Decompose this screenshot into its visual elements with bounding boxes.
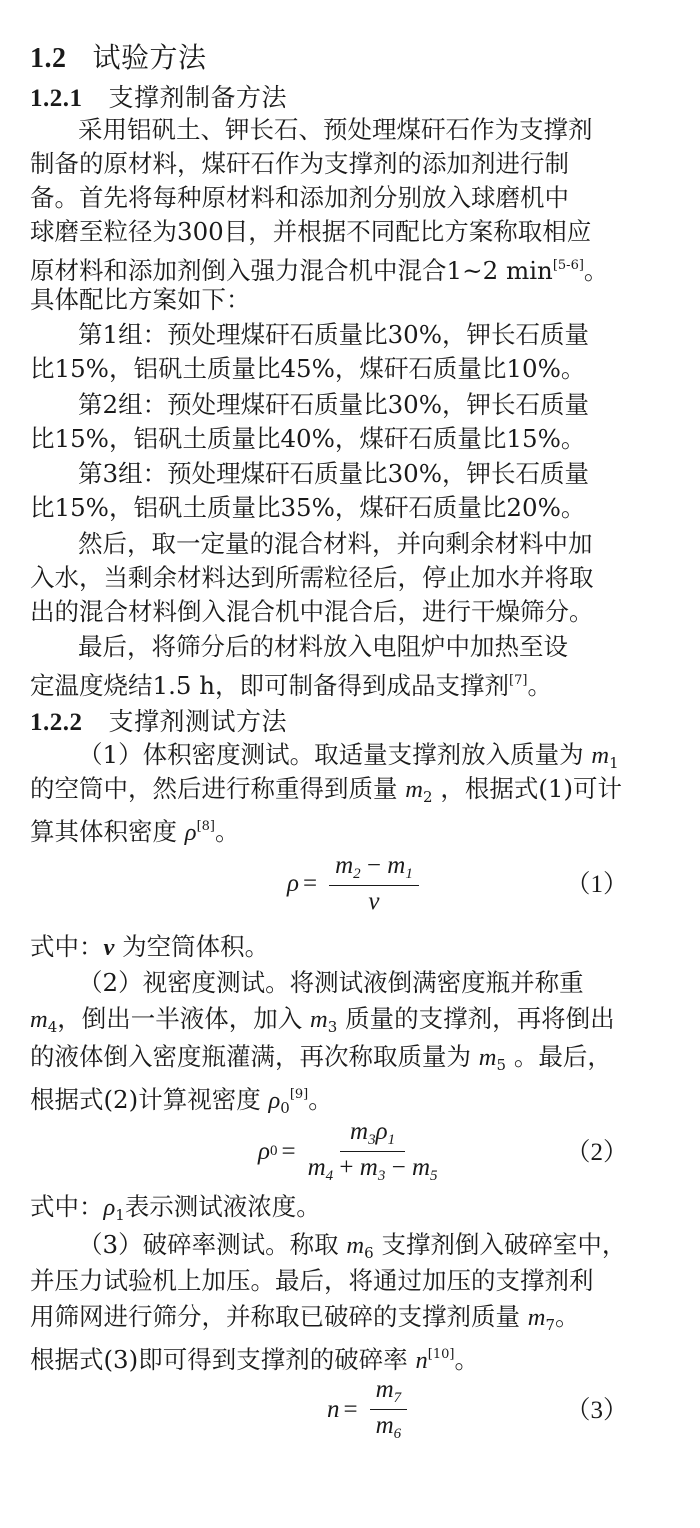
text-line: 入水，当剩余材料达到所需粒径后，停止加水并将取	[30, 563, 594, 592]
symbol-n: n	[327, 1395, 340, 1423]
symbol-m: m	[387, 852, 406, 879]
citation: [10]	[427, 1347, 455, 1362]
equation-body	[327, 1376, 407, 1443]
text-span: ，根据式(1)可计	[440, 774, 623, 803]
symbol-rho: ρ	[258, 1137, 270, 1165]
text-line	[30, 1190, 675, 1232]
symbol-m: m	[411, 1154, 431, 1181]
subscript: 7	[393, 1390, 402, 1406]
subscript: 1	[387, 1132, 396, 1148]
symbol-m: m	[375, 1412, 394, 1439]
symbol-v: v	[368, 888, 380, 915]
section-number: 1.2.2	[30, 709, 83, 736]
text-span: 。	[527, 671, 552, 700]
symbol-m: m	[359, 1154, 378, 1181]
symbol-m: m	[30, 1006, 48, 1033]
text-line: （2）视密度测试。将测试液倒满密度瓶并称重	[78, 968, 584, 997]
symbol-m: m	[350, 1118, 369, 1145]
equation-number: （3）	[565, 1397, 628, 1424]
text-span: 。	[454, 1345, 479, 1374]
denominator	[376, 1410, 402, 1443]
text-span: 为空筒体积。	[122, 932, 270, 961]
subscript: 0	[270, 1143, 278, 1159]
text-line: 第3组：预处理煤矸石质量比30%，钾长石质量	[78, 459, 590, 488]
section-heading-1-2	[30, 36, 207, 76]
symbol-v: v	[103, 934, 115, 961]
subscript: 2	[423, 788, 433, 806]
section-number: 1.2	[30, 43, 67, 74]
text-line: 并压力试验机上加压。最后，将通过加压的支撑剂利	[30, 1266, 594, 1295]
text-span: 的空筒中，然后进行称重得到质量	[30, 774, 398, 803]
subscript: 3	[368, 1132, 376, 1148]
fraction	[308, 1118, 438, 1185]
symbol-m: m	[335, 852, 354, 879]
text-line: 第1组：预处理煤矸石质量比30%，钾长石质量	[78, 320, 590, 349]
symbol-rho: ρ	[268, 1087, 281, 1114]
text-line	[30, 1040, 675, 1082]
text-span: ，倒出一半液体，加入	[57, 1004, 303, 1033]
symbol-m: m	[346, 1232, 365, 1259]
fraction	[370, 1376, 408, 1443]
subscript: 2	[353, 866, 361, 882]
citation: [5-6]	[552, 258, 584, 273]
text-span: 定温度烧结1.5 h，即可制备得到成品支撑剂	[30, 671, 510, 700]
section-heading-1-2-2	[30, 702, 287, 738]
symbol-m: m	[307, 1154, 326, 1181]
symbol-m: m	[478, 1044, 497, 1071]
equation-2	[0, 1118, 700, 1182]
text-line: 制备的原材料，煤矸石作为支撑剂的添加剂进行制	[30, 149, 569, 178]
subscript: 6	[364, 1244, 374, 1262]
equation-number: （1）	[565, 871, 628, 898]
text-span: 质量的支撑剂，再将倒出	[345, 1004, 615, 1033]
section-number: 1.2.1	[30, 85, 83, 112]
subscript: 4	[325, 1168, 334, 1184]
subscript: 6	[393, 1426, 402, 1442]
fraction	[329, 852, 419, 916]
symbol-rho: ρ	[375, 1118, 388, 1145]
equation-1	[0, 852, 700, 915]
text-line: 出的混合材料倒入混合机中混合后，进行干燥筛分。	[30, 597, 594, 626]
subscript: 0	[280, 1099, 290, 1117]
text-span: 。	[308, 1085, 333, 1114]
symbol-m: m	[310, 1006, 328, 1033]
text-span: 。最后，	[513, 1042, 612, 1071]
text-span: 根据式(3)即可得到支撑剂的破碎率	[30, 1345, 408, 1374]
symbol-m: m	[375, 1376, 394, 1403]
subscript: 4	[47, 1018, 58, 1036]
denominator	[308, 1152, 438, 1185]
numerator	[340, 1118, 405, 1152]
text-line: 比15%，铝矾土质量比35%，煤矸石质量比20%。	[30, 493, 586, 522]
subscript: 1	[609, 754, 619, 772]
equals-sign: =	[303, 870, 318, 897]
text-line	[30, 772, 675, 814]
symbol-m: m	[527, 1304, 546, 1331]
symbol-m: m	[591, 742, 610, 769]
equation-3	[0, 1376, 700, 1446]
text-line	[30, 930, 675, 965]
minus-sign: −	[366, 852, 382, 879]
minus-sign: −	[391, 1154, 406, 1181]
symbol-m: m	[405, 776, 423, 803]
text-line: 比15%，铝矾土质量比40%，煤矸石质量比15%。	[30, 424, 586, 453]
text-line: 球磨至粒径为300目，并根据不同配比方案称取相应	[30, 217, 592, 246]
text-span: 算其体积密度	[30, 817, 177, 846]
text-span: 根据式(2)计算视密度	[30, 1085, 261, 1114]
section-title: 支撑剂测试方法	[108, 707, 288, 736]
text-span: 。	[214, 817, 240, 846]
text-line	[30, 664, 675, 703]
text-span: （3）破碎率测试。称取	[78, 1230, 339, 1259]
text-span: （1）体积密度测试。取适量支撑剂放入质量为	[78, 740, 584, 769]
text-span: 原材料和添加剂倒入强力混合机中混合1~2 min	[30, 256, 553, 285]
text-line	[30, 810, 675, 850]
equals-sign: =	[281, 1137, 296, 1165]
subscript: 1	[115, 1206, 125, 1224]
symbol-rho: ρ	[184, 819, 197, 846]
subscript: 7	[545, 1316, 556, 1334]
subscript: 5	[496, 1056, 507, 1074]
equation-body	[287, 852, 419, 916]
symbol-n: n	[415, 1347, 428, 1374]
equals-sign: =	[343, 1395, 358, 1423]
text-line: 第2组：预处理煤矸石质量比30%，钾长石质量	[78, 390, 590, 419]
equation-number: （2）	[565, 1139, 628, 1166]
subscript: 5	[430, 1168, 438, 1184]
text-line: 采用铝矾土、钾长石、预处理煤矸石作为支撑剂	[78, 115, 593, 144]
text-line	[30, 1002, 675, 1044]
subscript: 3	[327, 1018, 338, 1036]
text-span: 式中：	[30, 932, 104, 961]
subscript: 3	[377, 1168, 386, 1184]
citation: [9]	[289, 1087, 309, 1102]
text-line: 然后，取一定量的混合材料，并向剩余材料中加	[78, 529, 593, 558]
subscript: 1	[405, 866, 413, 882]
equation-body	[258, 1118, 438, 1185]
text-span: 用筛网进行筛分，并称取已破碎的支撑剂质量	[30, 1302, 520, 1331]
section-title: 支撑剂制备方法	[108, 83, 288, 112]
text-span: 支撑剂倒入破碎室中，	[381, 1230, 627, 1259]
text-span: 。	[555, 1302, 580, 1331]
text-line: 备。首先将每种原材料和添加剂分别放入球磨机中	[30, 183, 569, 212]
text-line	[30, 1338, 675, 1378]
plus-sign: +	[339, 1154, 354, 1181]
section-heading-1-2-1	[30, 78, 287, 114]
symbol-rho: ρ	[287, 870, 299, 897]
text-span: 的液体倒入密度瓶灌满，再次称取质量为	[30, 1042, 471, 1071]
text-span: 。	[583, 256, 609, 285]
citation: [7]	[509, 673, 528, 688]
text-line: 具体配比方案如下：	[30, 285, 251, 314]
denominator	[368, 886, 379, 916]
section-title: 试验方法	[92, 41, 207, 74]
citation: [8]	[196, 819, 215, 834]
text-line: 最后，将筛分后的材料放入电阻炉中加热至设	[78, 632, 568, 661]
symbol-rho: ρ	[103, 1194, 116, 1221]
text-span: 表示测试液浓度。	[124, 1192, 321, 1221]
numerator	[370, 1376, 408, 1410]
text-span: 式中：	[30, 1192, 104, 1221]
numerator	[329, 852, 419, 886]
text-line: 比15%，铝矾土质量比45%，煤矸石质量比10%。	[30, 354, 586, 383]
text-line	[30, 1300, 675, 1342]
